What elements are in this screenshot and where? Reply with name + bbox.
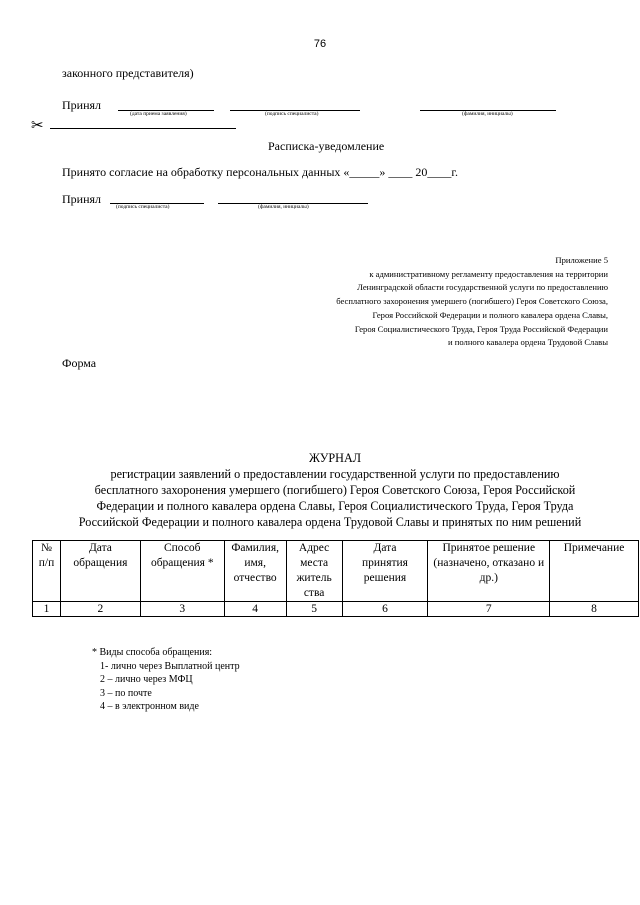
journal-title-block — [60, 450, 610, 530]
footnote — [92, 646, 240, 714]
number-cell: 2 — [60, 602, 140, 617]
footnote-item: 2 – лично через МФЦ — [100, 674, 193, 686]
line-caption: (фамилия, инициалы) — [258, 204, 309, 210]
consent-line: Принято согласие на обработку персональных данных «_____» ____ 20____г. — [62, 165, 458, 179]
line-caption: (подпись специалиста) — [265, 111, 319, 117]
journal-subtitle-line: Российской Федерации и полного кавалера ордена Трудовой Славы и принятых по ним решений — [78, 515, 582, 529]
appendix-line: и полного кавалера ордена Трудовой Славы — [448, 337, 608, 348]
table-row — [33, 602, 639, 617]
scissors-icon: ✂ — [31, 116, 44, 134]
accepted-label-1: Принял — [62, 98, 102, 112]
appendix-line: бесплатного захоронения умершего (погибшего) Героя Советского Союза, — [336, 296, 608, 307]
appendix-note — [336, 254, 608, 350]
header-cell: Дата принятия решения — [342, 541, 428, 602]
header-cell: Адрес места житель ства — [286, 541, 342, 602]
journal-title: ЖУРНАЛ — [308, 451, 362, 465]
number-cell: 7 — [428, 602, 550, 617]
number-cell: 6 — [342, 602, 428, 617]
header-cell: Фамилия, имя, отчество — [224, 541, 286, 602]
receipt-title: Расписка-уведомление — [268, 139, 385, 153]
footnote-item: 3 – по почте — [100, 687, 152, 699]
cut-line — [50, 128, 236, 129]
page-number: 76 — [313, 38, 327, 50]
header-cell: Способ обращения * — [140, 541, 224, 602]
line-caption: (дата приема заявления) — [130, 111, 187, 117]
header-cell: Дата обращения — [60, 541, 140, 602]
appendix-line: Приложение 5 — [555, 255, 608, 265]
number-cell: 3 — [140, 602, 224, 617]
journal-table — [32, 540, 639, 617]
appendix-line: Героя Российской Федерации и полного кавалера ордена Славы, — [372, 309, 608, 320]
journal-subtitle-line: бесплатного захоронения умершего (погибшего) Героя Советского Союза, Героя Российской — [94, 483, 576, 497]
number-cell: 5 — [286, 602, 342, 617]
number-cell: 1 — [33, 602, 61, 617]
number-cell: 4 — [224, 602, 286, 617]
appendix-line: Ленинградской области государственной услуги по предоставлению — [357, 282, 608, 293]
table-header-row — [33, 541, 639, 602]
form-label: Форма — [62, 356, 97, 370]
appendix-line: Героя Социалистического Труда, Героя Труда Российской Федерации — [354, 323, 608, 334]
line-caption: (фамилия, инициалы) — [462, 111, 513, 117]
journal-subtitle-line: Федерации и полного кавалера ордена Славы, Героя Социалистического Труда, Героя Труда — [96, 499, 574, 513]
footnote-item: 1- лично через Выплатной центр — [100, 660, 240, 672]
top-text: законного представителя) — [62, 66, 194, 80]
journal-subtitle-line: регистрации заявлений о предоставлении государственной услуги по предоставлению — [110, 467, 560, 481]
footnote-item: 4 – в электронном виде — [100, 701, 199, 713]
number-cell: 8 — [550, 602, 639, 617]
accepted-label-2: Принял — [62, 192, 102, 206]
header-cell: Принятое решение (назначено, отказано и др.) — [428, 541, 550, 602]
header-cell: Примечание — [550, 541, 639, 602]
line-caption: (подпись специалиста) — [116, 204, 170, 210]
header-cell: № п/п — [33, 541, 61, 602]
appendix-line: к административному регламенту предоставления на территории — [369, 268, 608, 279]
footnote-title: * Виды способа обращения: — [92, 647, 213, 658]
